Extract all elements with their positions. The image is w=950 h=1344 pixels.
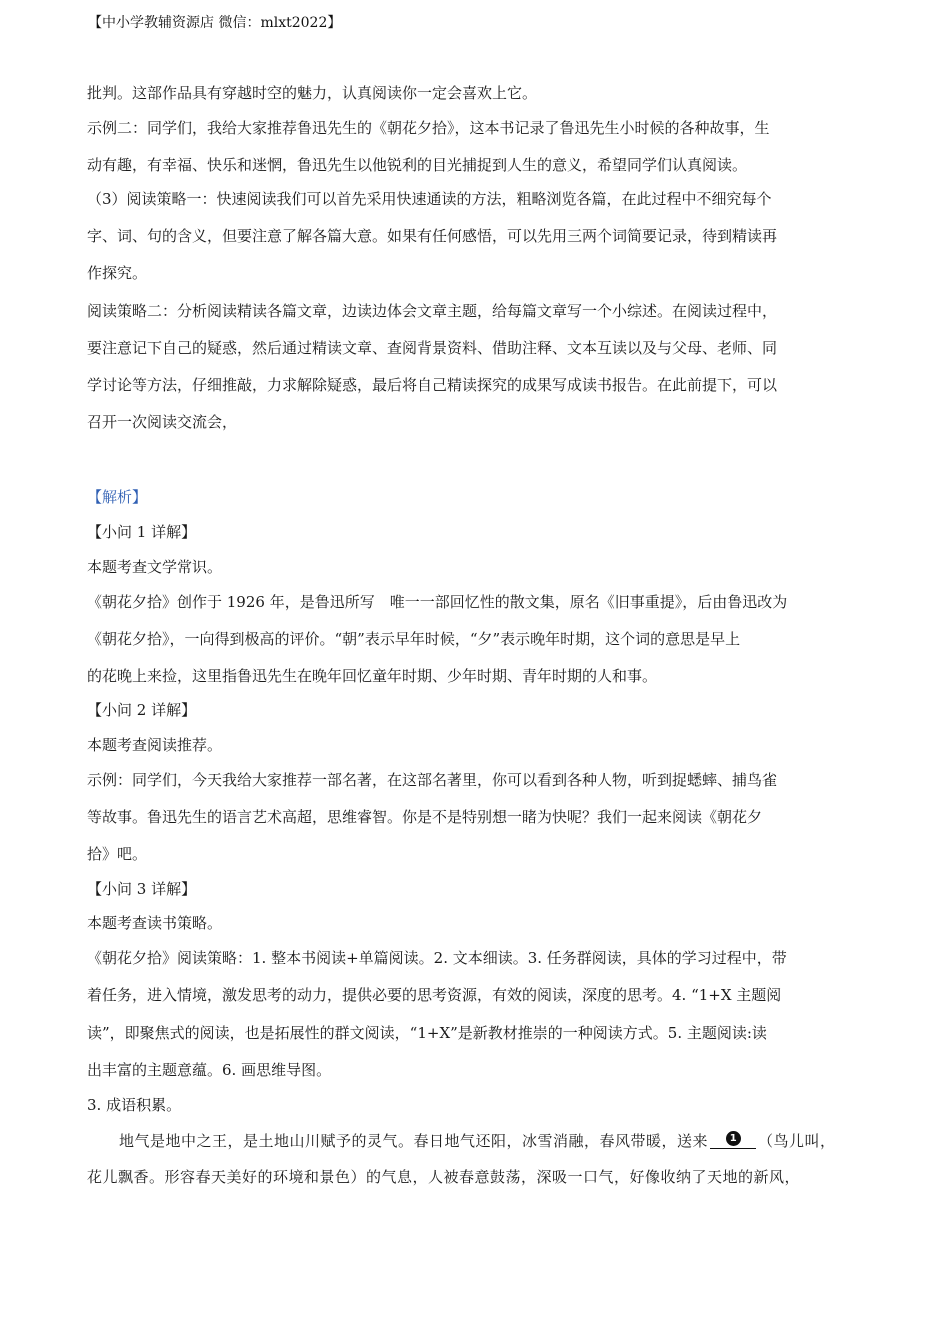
answer-blank[interactable]	[710, 1130, 756, 1149]
paragraph-line: 字、词、句的含义，但要注意了解各篇大意。如果有任何感悟，可以先用三两个词简要记录，待到精读再	[87, 227, 778, 245]
paragraph-line: 本题考查读书策略。	[87, 914, 223, 932]
paragraph-line: 召开一次阅读交流会，	[87, 413, 238, 431]
analysis-heading: 【解析】	[87, 488, 148, 506]
subquestion-1-title: 【小问 1 详解】	[87, 523, 197, 541]
passage-text: 地气是地中之王，是土地山川赋予的灵气。春日地气还阳，冰雪消融，春风带暖，送来	[119, 1132, 709, 1150]
section-3-title: 3. 成语积累。	[87, 1096, 182, 1114]
paragraph-line: 出丰富的主题意蕴。6. 画思维导图。	[87, 1061, 332, 1079]
paragraph-line: 要注意记下自己的疑惑，然后通过精读文章、查阅背景资料、借助注释、文本互读以及与父母、老师、同	[87, 339, 778, 357]
paragraph-line: 本题考查文学常识。	[87, 558, 223, 576]
paragraph-line: 示例：同学们，今天我给大家推荐一部名著，在这部名著里，你可以看到各种人物，听到捉蟋蟀、捕鸟雀	[87, 771, 778, 789]
paragraph-line: 作探究。	[87, 264, 148, 282]
paragraph-line: 《朝花夕拾》阅读策略：1. 整本书阅读+单篇阅读。2. 文本细读。3. 任务群阅读，具体的学习过程中，带	[87, 949, 787, 967]
paragraph-line: 读”，即聚焦式的阅读，也是拓展性的群文阅读，“1+X”是新教材推崇的一种阅读方式。5. 主题阅读:读	[87, 1024, 767, 1042]
paragraph-line: （3）阅读策略一：快速阅读我们可以首先采用快速通读的方法，粗略浏览各篇，在此过程中不细究每个	[87, 190, 772, 208]
blank-number-icon: 1	[726, 1131, 741, 1146]
passage-text: （鸟儿叫，	[758, 1132, 836, 1150]
paragraph-line: 《朝花夕拾》创作于 1926 年，是鲁迅所写 唯一一部回忆性的散文集，原名《旧事重提》，后由鲁迅改为	[87, 593, 788, 611]
paragraph-line: 学讨论等方法，仔细推敲，力求解除疑惑，最后将自己精读探究的成果写成读书报告。在此前提下，可以	[87, 376, 778, 394]
paragraph-line: 拾》吧。	[87, 845, 148, 863]
paragraph-line: 示例二：同学们，我给大家推荐鲁迅先生的《朝花夕拾》，这本书记录了鲁迅先生小时候的各种故事，生	[87, 119, 770, 137]
page-header: 【中小学教辅资源店 微信：mlxt2022】	[88, 15, 342, 31]
paragraph-line: 批判。这部作品具有穿越时空的魅力，认真阅读你一定会喜欢上它。	[87, 84, 538, 102]
paragraph-line: 着任务，进入情境，激发思考的动力，提供必要的思考资源，有效的阅读，深度的思考。4. “1+X 主题阅	[87, 986, 782, 1004]
paragraph-line: 《朝花夕拾》，一向得到极高的评价。“朝”表示早年时候，“夕”表示晚年时期，这个词的意思是早上	[87, 630, 741, 648]
subquestion-3-title: 【小问 3 详解】	[87, 880, 197, 898]
subquestion-2-title: 【小问 2 详解】	[87, 701, 197, 719]
idiom-passage-line: 花儿飘香。形容春天美好的环境和景色）的气息，人被春意鼓荡，深吸一口气，好像收纳了天地的新风，	[87, 1168, 801, 1186]
paragraph-line: 的花晚上来捡，这里指鲁迅先生在晚年回忆童年时期、少年时期、青年时期的人和事。	[87, 667, 658, 685]
idiom-passage-line	[119, 1130, 836, 1151]
paragraph-line: 动有趣，有幸福、快乐和迷惘，鲁迅先生以他锐利的目光捕捉到人生的意义，希望同学们认真阅读。	[87, 156, 748, 174]
paragraph-line: 阅读策略二：分析阅读精读各篇文章，边读边体会文章主题，给每篇文章写一个小综述。在阅读过程中，	[87, 302, 778, 320]
paragraph-line: 等故事。鲁迅先生的语言艺术高超，思维睿智。你是不是特别想一睹为快呢？我们一起来阅读《朝花夕	[87, 808, 763, 826]
paragraph-line: 本题考查阅读推荐。	[87, 736, 223, 754]
